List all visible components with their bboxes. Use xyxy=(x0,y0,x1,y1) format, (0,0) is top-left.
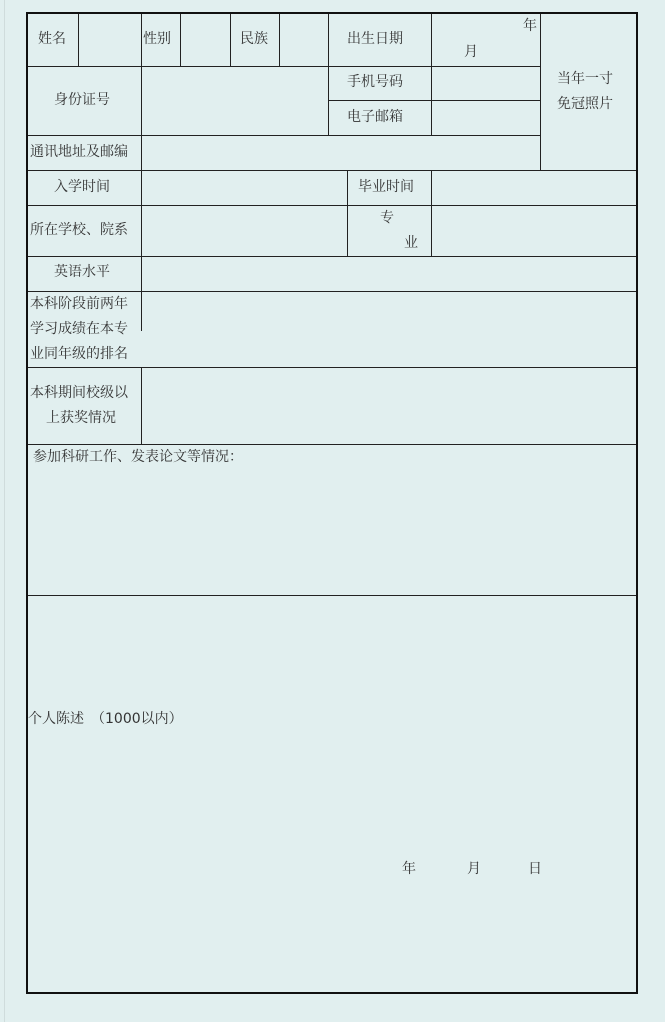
phone-label: 手机号码 xyxy=(347,74,403,90)
major-label-1: 专 xyxy=(380,210,394,226)
awards-label-line: 本科期间校级以 xyxy=(30,385,128,401)
id-number-field[interactable] xyxy=(142,67,328,135)
research-field[interactable] xyxy=(28,469,636,595)
school-field[interactable] xyxy=(142,206,347,256)
english-label: 英语水平 xyxy=(54,264,110,280)
enroll-time-label: 入学时间 xyxy=(54,179,110,195)
date-day: 日 xyxy=(528,861,542,877)
address-label: 通讯地址及邮编 xyxy=(30,144,128,160)
awards-field[interactable] xyxy=(142,368,636,444)
address-field[interactable] xyxy=(142,136,540,170)
application-form xyxy=(26,12,638,994)
ethnicity-field[interactable] xyxy=(280,14,328,66)
col-line xyxy=(347,170,348,256)
birth-date-label: 出生日期 xyxy=(347,31,403,47)
gender-field[interactable] xyxy=(181,14,230,66)
research-label: 参加科研工作、发表论文等情况： xyxy=(33,449,243,465)
email-field[interactable] xyxy=(432,101,540,135)
ranking-label-line: 本科阶段前两年 xyxy=(30,296,128,312)
phone-field[interactable] xyxy=(432,67,540,100)
photo-label-line2: 免冠照片 xyxy=(557,96,613,112)
graduate-time-label: 毕业时间 xyxy=(358,179,414,195)
photo-label-line1: 当年一寸 xyxy=(557,71,613,87)
birth-year-unit: 年 xyxy=(523,18,537,34)
statement-field[interactable] xyxy=(28,596,636,706)
name-label: 姓名 xyxy=(38,31,66,47)
date-year: 年 xyxy=(402,861,416,877)
page-edge xyxy=(4,0,5,1022)
ranking-label xyxy=(30,292,128,367)
enroll-time-field[interactable] xyxy=(142,171,347,205)
col-line xyxy=(540,14,541,170)
birth-month-unit: 月 xyxy=(464,44,478,60)
date-month: 月 xyxy=(467,861,481,877)
english-field[interactable] xyxy=(142,257,636,291)
id-number-label: 身份证号 xyxy=(54,92,110,108)
ethnicity-label: 民族 xyxy=(240,31,268,47)
gender-label: 性别 xyxy=(143,31,171,47)
school-label: 所在学校、院系 xyxy=(30,222,128,238)
col-line xyxy=(328,14,329,135)
email-label: 电子邮箱 xyxy=(347,109,403,125)
statement-label: 个人陈述 （1000以内） xyxy=(28,711,183,727)
major-field[interactable] xyxy=(432,206,636,256)
major-label-2: 业 xyxy=(404,235,418,251)
ranking-label-line: 学习成绩在本专 xyxy=(30,321,128,337)
ranking-label-line: 业同年级的排名 xyxy=(30,346,128,362)
awards-label-line: 上获奖情况 xyxy=(46,410,116,426)
col-line xyxy=(230,14,231,66)
row-line xyxy=(28,444,636,445)
awards-label xyxy=(30,381,128,431)
ranking-field[interactable] xyxy=(142,292,636,367)
graduate-time-field[interactable] xyxy=(432,171,636,205)
